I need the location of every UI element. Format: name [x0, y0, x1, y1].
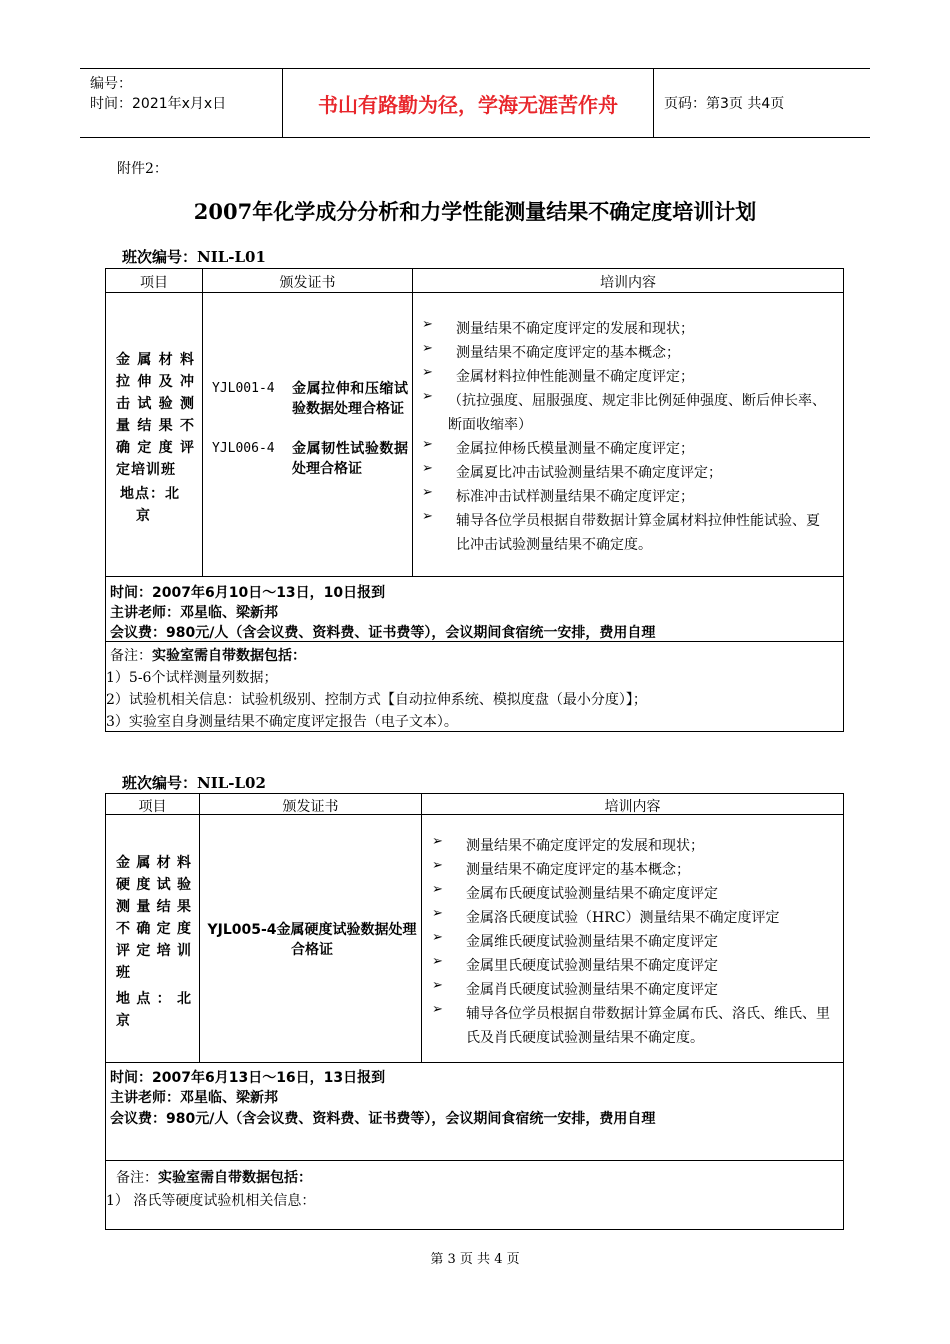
item-line: 定培训班 [116, 462, 176, 478]
arrow-bullet-icon: ➢ [422, 461, 433, 476]
divider [106, 1062, 843, 1063]
content-text: 金属布氏硬度试验测量结果不确定度评定 [466, 886, 718, 902]
class1-time: 时间：2007年6月10日～13日，10日报到 [110, 585, 386, 601]
arrow-bullet-icon: ➢ [422, 437, 433, 452]
item-line: 不确定度 [116, 921, 192, 937]
item-line: 拉伸及冲 [116, 374, 195, 390]
class2-table [105, 793, 844, 1230]
class1-table [105, 268, 844, 732]
content-text: 辅导各位学员根据自带数据计算金属材料拉伸性能试验、夏比冲击试验测量结果不确定度。 [456, 513, 820, 553]
class2-content-list [432, 834, 837, 1054]
arrow-bullet-icon: ➢ [432, 858, 443, 873]
header-page-label: 页码：第3页 共4页 [664, 96, 785, 112]
content-text: 金属洛氏硬度试验（HRC）测量结果不确定度评定 [466, 910, 780, 926]
arrow-bullet-icon: ➢ [422, 341, 433, 356]
class1-note-3: 3）实验室自身测量结果不确定度评定报告（电子文本）。 [106, 714, 458, 730]
class2-cert: YJL005-4金属硬度试验数据处理合格证 [207, 922, 417, 958]
cert-code: YJL001-4 [212, 381, 275, 396]
arrow-bullet-icon: ➢ [432, 1002, 443, 1017]
content-text: 测量结果不确定度评定的基本概念； [466, 862, 690, 878]
header-meta [80, 69, 283, 137]
class1-note-2: 2）试验机相关信息：试验机级别、控制方式【自动拉伸系统、模拟度盘（最小分度）】； [106, 692, 647, 708]
arrow-bullet-icon: ➢ [422, 365, 433, 380]
divider [421, 794, 422, 1062]
note-title: 实验室需自带数据包括： [158, 1170, 312, 1186]
cert-code: YJL006-4 [212, 441, 275, 456]
class1-fee: 会议费：980元/人（含会议费、资料费、证书费等），会议期间食宿统一安排，费用自理 [110, 625, 656, 641]
class1-note-header [110, 645, 306, 665]
item-line: 金属材料 [116, 352, 195, 368]
class1-note-1: 1）5-6个试样测量列数据； [106, 670, 278, 686]
arrow-bullet-icon: ➢ [422, 509, 433, 524]
divider [202, 269, 203, 576]
content-text: 测量结果不确定度评定的发展和现状； [466, 838, 704, 854]
class1-location [120, 483, 190, 527]
arrow-bullet-icon: ➢ [432, 906, 443, 921]
location-line: 京 [136, 508, 151, 524]
number-label: 编号： [90, 76, 132, 92]
divider [412, 269, 413, 576]
arrow-bullet-icon: ➢ [432, 882, 443, 897]
note-prefix: 备注： [116, 1170, 158, 1186]
arrow-bullet-icon: ➢ [432, 954, 443, 969]
content-text: 测量结果不确定度评定的基本概念； [456, 345, 680, 361]
content-text: 金属夏比冲击试验测量结果不确定度评定； [456, 465, 722, 481]
class2-time: 时间：2007年6月13日～16日，13日报到 [110, 1070, 386, 1086]
arrow-bullet-icon: ➢ [422, 485, 433, 500]
col-cert-header: 颁发证书 [279, 275, 336, 291]
header-slogan: 书山有路勤为径，学海无涯苦作舟 [283, 69, 654, 137]
col-item-header: 项目 [138, 799, 167, 815]
class2-number: 班次编号：NIL-L02 [122, 774, 266, 792]
class2-item [116, 852, 192, 984]
class2-note-1: 1） 洛氏等硬度试验机相关信息： [106, 1193, 316, 1209]
divider [199, 794, 200, 1062]
item-line: 班 [116, 965, 131, 981]
content-text: 金属材料拉伸性能测量不确定度评定； [456, 369, 694, 385]
col-content-header: 培训内容 [604, 799, 661, 815]
col-cert-header: 颁发证书 [282, 799, 339, 815]
class1-content-list [422, 317, 832, 567]
col-item-header: 项目 [140, 275, 168, 291]
divider [106, 814, 843, 815]
arrow-bullet-icon: ➢ [432, 978, 443, 993]
arrow-bullet-icon: ➢ [432, 930, 443, 945]
divider [106, 576, 843, 577]
divider [106, 292, 843, 293]
page-header [80, 68, 870, 138]
class2-teacher: 主讲老师：邓星临、梁新邦 [110, 1090, 278, 1106]
arrow-bullet-icon: ➢ [422, 317, 433, 332]
arrow-bullet-icon: ➢ [422, 389, 433, 404]
class1-item [116, 349, 195, 481]
note-prefix: 备注： [110, 648, 152, 664]
content-text: 金属维氏硬度试验测量结果不确定度评定 [466, 934, 718, 950]
class2-fee: 会议费：980元/人（含会议费、资料费、证书费等），会议期间食宿统一安排，费用自理 [110, 1111, 656, 1127]
content-text: 金属拉伸杨氏模量测量不确定度评定； [456, 441, 694, 457]
class1-cert-1 [212, 379, 408, 439]
content-text: 辅导各位学员根据自带数据计算金属布氏、洛氏、维氏、里氏及肖氏硬度试验测量结果不确定度。 [466, 1006, 830, 1046]
item-line: 金属材料 [116, 855, 192, 871]
content-text: 金属肖氏硬度试验测量结果不确定度评定 [466, 982, 718, 998]
item-line: 击试验测 [116, 396, 195, 412]
item-line: 量结果不 [116, 418, 195, 434]
location-line: 地点：北 [120, 486, 180, 502]
item-line: 确定度评 [116, 440, 195, 456]
content-text: （抗拉强度、屈服强度、规定非比例延伸强度、断后伸长率、断面收缩率） [448, 393, 826, 433]
class2-note-header [116, 1167, 312, 1187]
location-line: 京 [116, 1013, 131, 1029]
date-label: 时间：2021年x月x日 [90, 96, 227, 112]
attachment-label: 附件2： [117, 161, 168, 177]
divider [106, 641, 843, 642]
class1-cert-2 [212, 439, 408, 499]
item-line: 硬度试验 [116, 877, 192, 893]
content-text: 测量结果不确定度评定的发展和现状； [456, 321, 694, 337]
col-content-header: 培训内容 [600, 275, 656, 291]
document-title: 2007年化学成分分析和力学性能测量结果不确定度培训计划 [193, 199, 757, 224]
page-footer: 第 3 页 共 4 页 [430, 1252, 520, 1267]
item-line: 测量结果 [116, 899, 192, 915]
content-text: 标准冲击试样测量结果不确定度评定； [456, 489, 694, 505]
arrow-bullet-icon: ➢ [432, 834, 443, 849]
location-line: 地点：北 [116, 991, 192, 1007]
divider [106, 1160, 843, 1161]
class2-location [116, 988, 192, 1032]
note-title: 实验室需自带数据包括： [152, 648, 306, 664]
content-text: 金属里氏硬度试验测量结果不确定度评定 [466, 958, 718, 974]
item-line: 评定培训 [116, 943, 192, 959]
class1-number: 班次编号：NIL-L01 [122, 248, 266, 266]
cert-name: 金属韧性试验数据处理合格证 [292, 441, 408, 477]
class1-teacher: 主讲老师：邓星临、梁新邦 [110, 605, 278, 621]
cert-name: 金属拉伸和压缩试验数据处理合格证 [292, 381, 408, 417]
